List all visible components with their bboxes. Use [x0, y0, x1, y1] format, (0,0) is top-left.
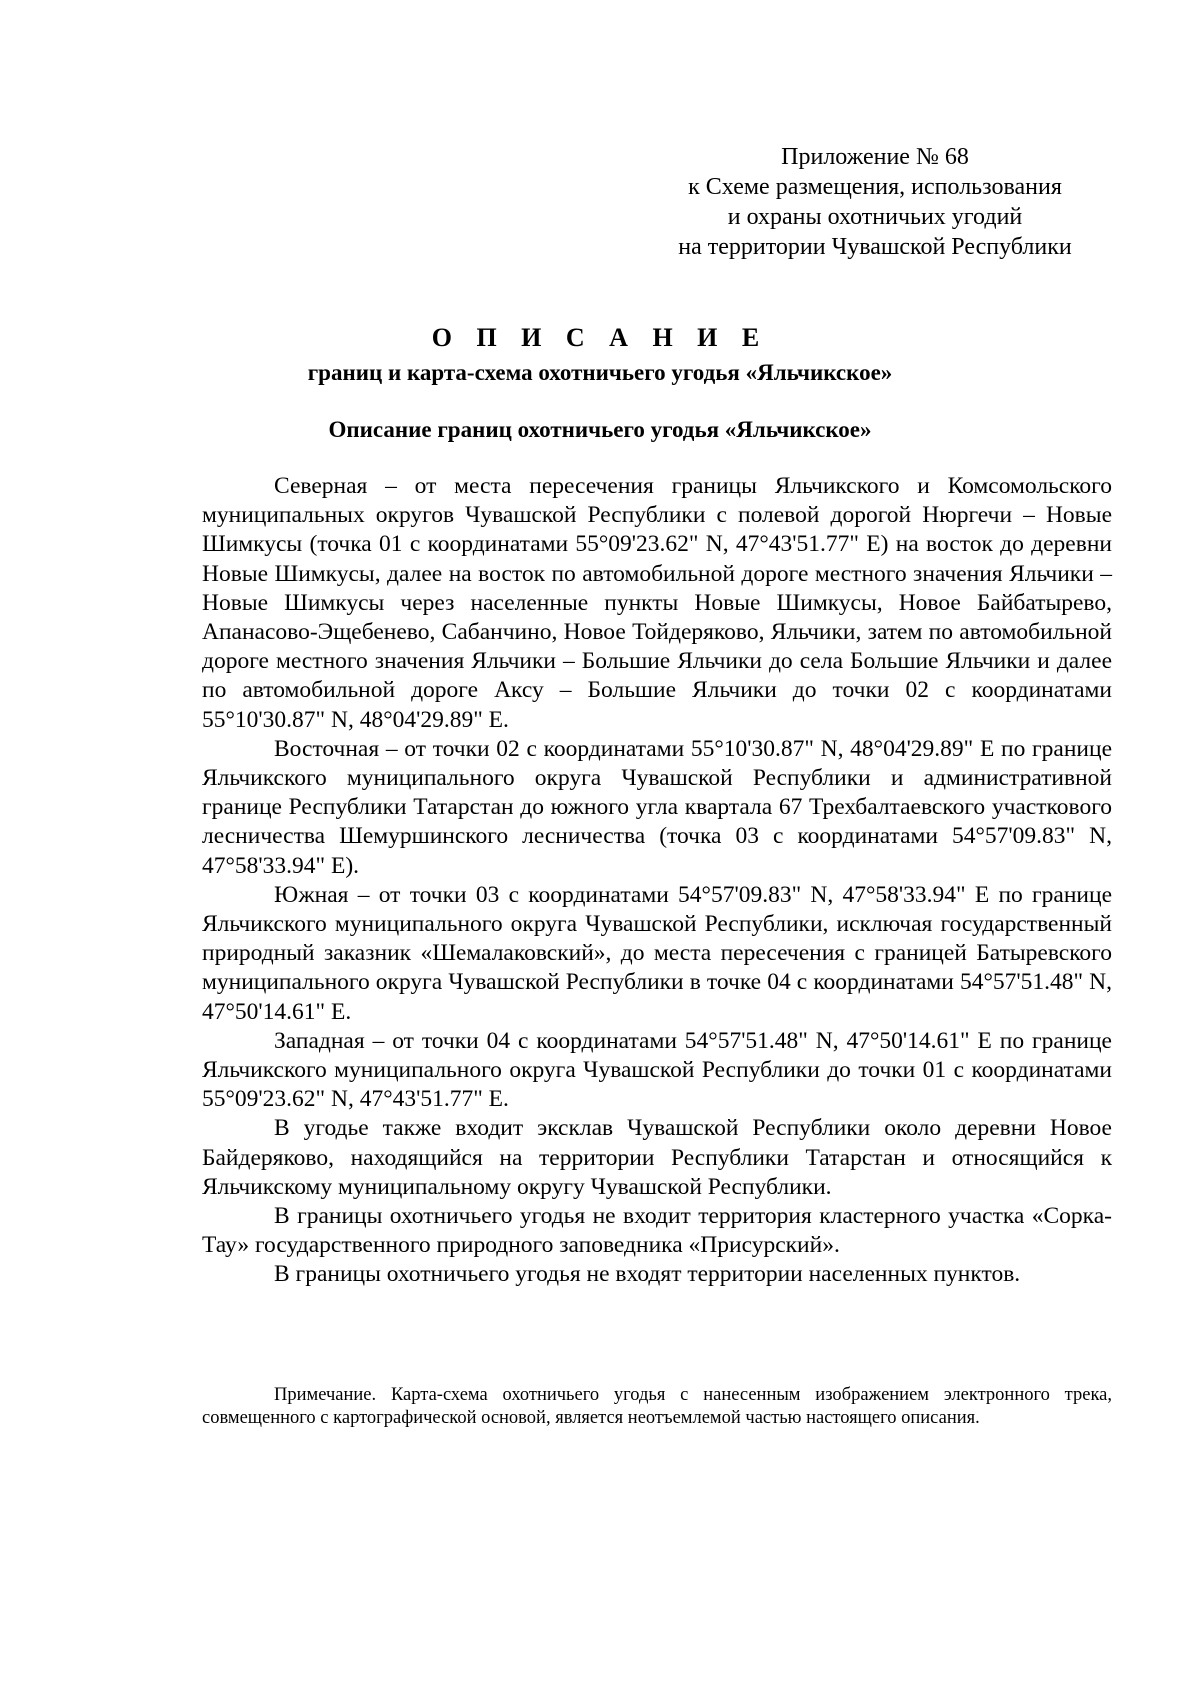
paragraph-exclave: В угодье также входит эксклав Чувашской Республики около деревни Новое Байдеряково, находящийся на территории Республики Татарстан и относящийся к Яльчикскому муниципальному округу Чувашской Республики.: [202, 1115, 1112, 1200]
appendix-line-territory: на территории Чувашской Республики: [678, 234, 1072, 260]
paragraph-north-boundary: Северная – от места пересечения границы Яльчикского и Комсомольского муниципальных округов Чувашской Республики с полевой дорогой Нюргечи – Новые Шимкусы (точка 01 с координатами 55°09'23.62" N, 47°43'51.77" E) на восток до деревни Новые Шимкусы, далее на восток по автомобильной дороге местного значения Яльчики – Новые Шимкусы через населенные пункты Новые Шимкусы, Новое Байбатырево, Апанасово-Эщебенево, Сабанчино, Новое Тойдеряково, Яльчики, затем по автомобильной дороге местного значения Яльчики – Большие Яльчики до села Большие Яльчики и далее по автомобильной дороге Аксу – Большие Яльчики до точки 02 с координатами 55°10'30.87" N, 48°04'29.89" E.: [202, 473, 1112, 733]
paragraph-reserve-exclusion: В границы охотничьего угодья не входит территория кластерного участка «Сорка-Тау» государственного природного заповедника «Присурский».: [202, 1203, 1112, 1259]
document-title: О П И С А Н И Е: [431, 323, 769, 352]
footnote: Примечание. Карта-схема охотничьего угодья с нанесенным изображением электронного трека, совмещенного с картографической основой, является неотъемлемой частью настоящего описания.: [202, 1385, 1112, 1428]
appendix-header: [640, 142, 1110, 262]
document-subtitle: границ и карта-схема охотничьего угодья «Яльчикское»: [307, 360, 893, 385]
appendix-line-scheme: к Схеме размещения, использования: [688, 174, 1062, 200]
paragraph-west-boundary: Западная – от точки 04 с координатами 54°57'51.48" N, 47°50'14.61" E по границе Яльчикского муниципального округа Чувашской Республики до точки 01 с координатами 55°09'23.62" N, 47°43'51.77" E.: [202, 1027, 1112, 1113]
section-title: Описание границ охотничьего угодья «Яльчикское»: [328, 417, 872, 442]
appendix-number: Приложение № 68: [781, 144, 969, 170]
boundary-description: [202, 472, 1112, 1290]
paragraph-settlements-exclusion: В границы охотничьего угодья не входят территории населенных пунктов.: [274, 1261, 1021, 1288]
paragraph-south-boundary: Южная – от точки 03 с координатами 54°57'09.83" N, 47°58'33.94" E по границе Яльчикского муниципального округа Чувашской Республики, исключая государственный природный заказник «Шемалаковский», до места пересечения с границей Батыревского муниципального округа Чувашской Республики в точке 04 с координатами 54°57'51.48" N, 47°50'14.61" E.: [202, 881, 1112, 1025]
paragraph-east-boundary: Восточная – от точки 02 с координатами 55°10'30.87" N, 48°04'29.89" E по границе Яльчикского муниципального округа Чувашской Республики и административной границе Республики Татарстан до южного угла квартала 67 Трехбалтаевского участкового лесничества Шемуршинского лесничества (точка 03 с координатами 54°57'09.83" N, 47°58'33.94" E).: [202, 735, 1112, 879]
appendix-line-protection: и охраны охотничьих угодий: [727, 204, 1023, 230]
